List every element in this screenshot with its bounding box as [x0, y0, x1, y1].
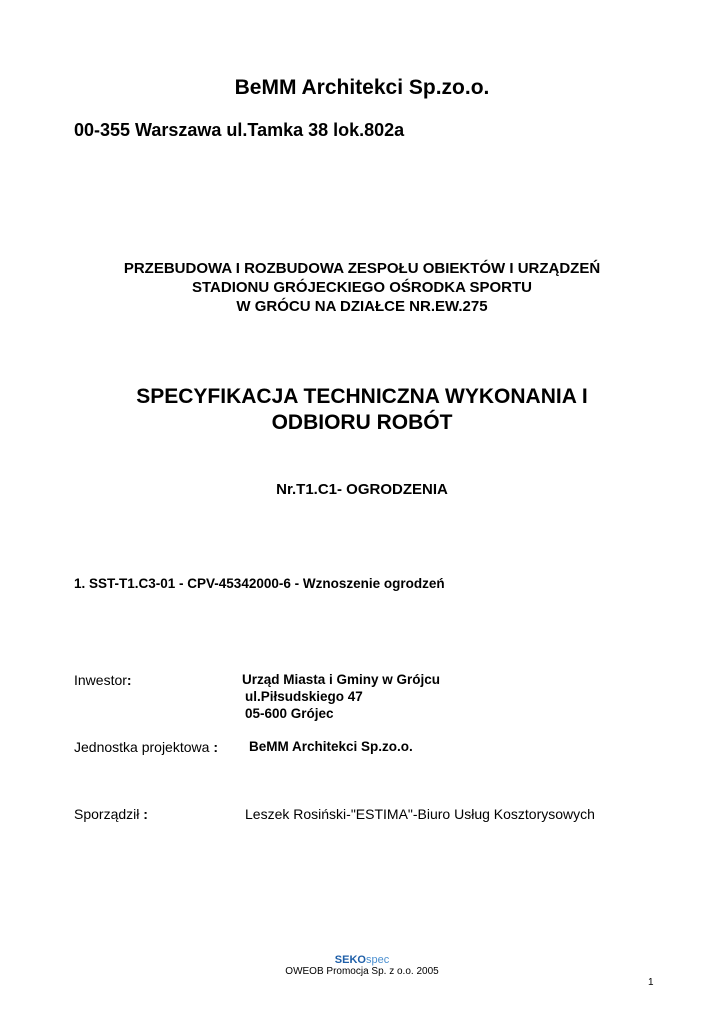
author-label-text: Sporządził	[74, 806, 140, 822]
specification-code: Nr.T1.C1- OGRODZENIA	[276, 481, 448, 498]
footer-brand-logo	[0, 954, 724, 966]
specification-item: 1. SST-T1.C3-01 - CPV-45342000-6 - Wznoszenie ogrodzeń	[74, 576, 445, 591]
investor-street: ul.Piłsudskiego 47	[245, 689, 363, 704]
designer-value: BeMM Architekci Sp.zo.o.	[249, 739, 413, 754]
investor-label	[74, 672, 132, 688]
designer-label-colon: :	[213, 739, 218, 755]
document-title-line: SPECYFIKACJA TECHNICZNA WYKONANIA I	[136, 385, 588, 408]
author-label	[74, 806, 148, 822]
investor-city: 05-600 Grójec	[245, 706, 334, 721]
project-title-line: PRZEBUDOWA I ROZBUDOWA ZESPOŁU OBIEKTÓW I URZĄDZEŃ	[123, 260, 601, 277]
investor-label-text: Inwestor	[74, 672, 127, 688]
designer-label	[74, 739, 218, 755]
footer-line: OWEOB Promocja Sp. z o.o. 2005	[285, 966, 439, 977]
project-title-line: W GRÓCU NA DZIAŁCE NR.EW.275	[236, 298, 488, 315]
investor-name: Urząd Miasta i Gminy w Grójcu	[242, 672, 441, 687]
footer-brand-bold: SEKO	[334, 954, 366, 966]
author-value: Leszek Rosiński-"ESTIMA"-Biuro Usług Kosztorysowych	[245, 806, 595, 822]
author-label-colon: :	[143, 806, 148, 822]
project-title-line: STADIONU GRÓJECKIEGO OŚRODKA SPORTU	[191, 279, 533, 296]
company-address: 00-355 Warszawa ul.Tamka 38 lok.802a	[74, 120, 405, 140]
investor-label-colon: :	[126, 672, 132, 688]
project-title	[0, 259, 724, 316]
page-number: 1	[648, 977, 654, 988]
footer-brand-light: spec	[365, 954, 390, 966]
company-name: BeMM Architekci Sp.zo.o.	[234, 76, 490, 99]
designer-label-text: Jednostka projektowa	[74, 739, 210, 755]
document-title-line: ODBIORU ROBÓT	[271, 411, 453, 434]
document-title	[0, 384, 724, 436]
